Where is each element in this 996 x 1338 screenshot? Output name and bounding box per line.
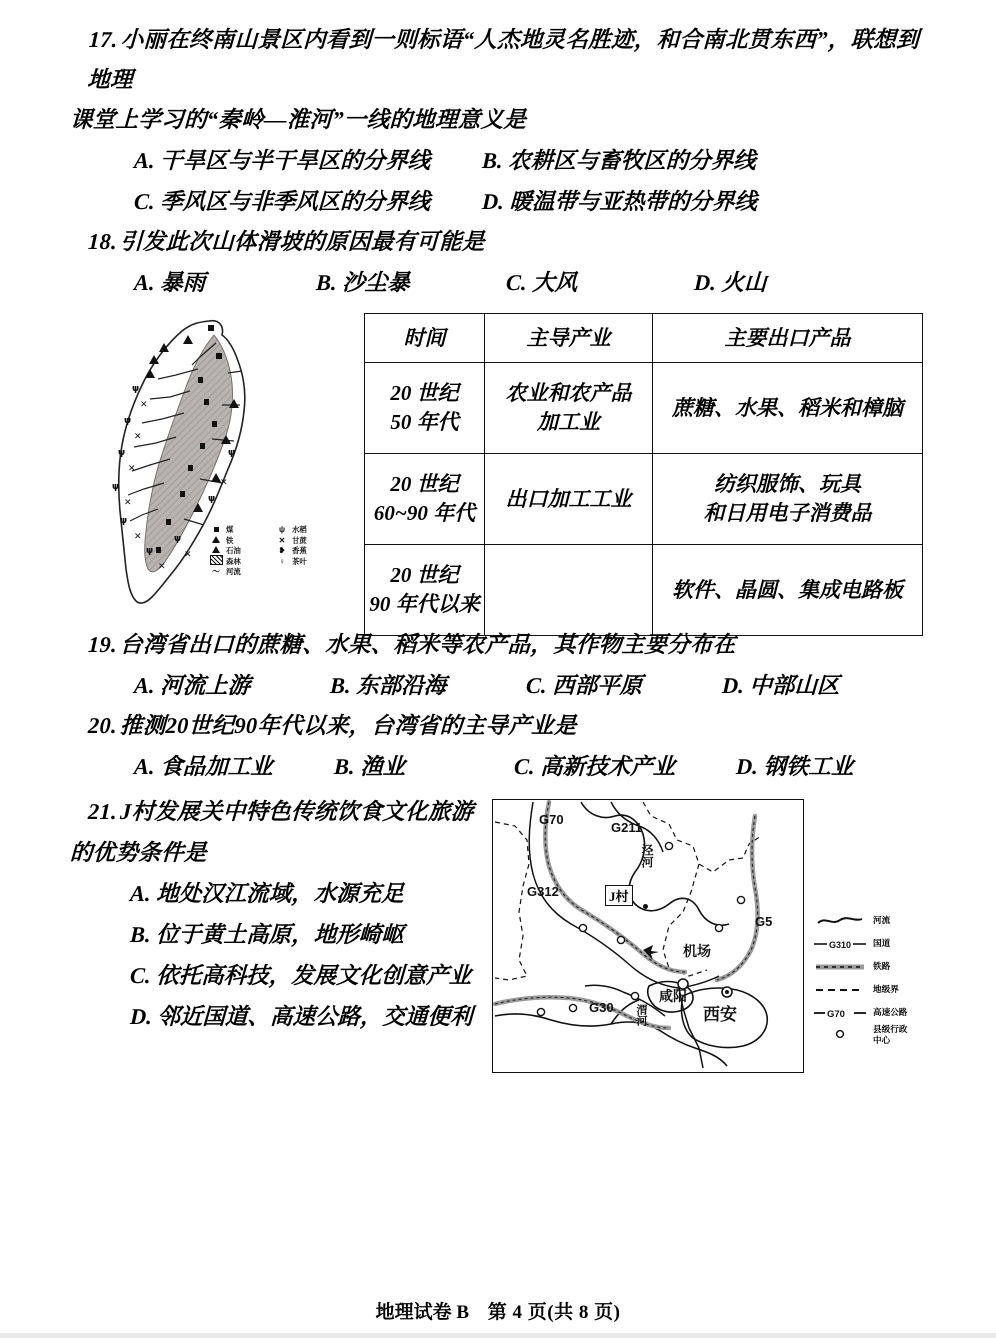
cell-time-3-l2: 90 年代以来 [369, 592, 480, 616]
cell-industry-1-l1: 农业和农产品 [505, 381, 632, 405]
jlegend-label-county-center [873, 1024, 907, 1046]
q21-number: 21. [87, 799, 118, 824]
q17-stem-line1 [87, 20, 928, 100]
q19-option-d[interactable] [721, 665, 840, 706]
sugarcane-icon: ✕ [278, 535, 286, 545]
q20-options [87, 746, 926, 787]
q20-option-d-text: 钢铁工业 [763, 754, 854, 779]
cell-time-1-l2: 50 年代 [390, 410, 459, 434]
county-center-circle-icon [814, 1024, 866, 1041]
taiwan-figure-and-table [88, 313, 926, 616]
q17-stem-text2: 课堂上学习的“秦岭—淮河”一线的地理意义是 [69, 107, 527, 132]
q21-option-a[interactable] [87, 873, 492, 914]
q20-stem [87, 706, 926, 746]
legend-label-oil: 石油 [226, 546, 241, 556]
legend-item-rice [276, 525, 342, 536]
q21-stem-text1: J村发展关中特色传统饮食文化旅游 [119, 799, 475, 824]
q20-option-b-label: B. [333, 754, 356, 779]
q19-option-a-label: A. [133, 673, 156, 698]
q17-option-c-label: C. [133, 189, 156, 214]
cell-exports-1 [653, 363, 923, 454]
q19-option-b[interactable] [329, 665, 526, 706]
q18-number: 18. [87, 229, 118, 254]
q18-option-c-text: 大风 [531, 270, 578, 295]
jcun-map-svg [493, 800, 803, 1072]
page-footer [0, 1297, 996, 1324]
rice-icon: ψ [278, 525, 286, 534]
legend-label-banana: 香蕉 [292, 546, 307, 556]
svg-text:G310: G310 [829, 939, 852, 950]
cell-time-2-l2: 60~90 年代 [373, 501, 476, 525]
q17-option-d-label: D. [481, 189, 505, 214]
q19-option-a-text: 河流上游 [159, 673, 251, 698]
map-label-g70: G70 [539, 812, 564, 827]
q18-option-c[interactable] [505, 262, 694, 303]
cell-exports-2-l2: 和日用电子消费品 [703, 501, 872, 525]
jlegend-item-county-center [814, 1024, 907, 1050]
footer-page: 第 4 页(共 8 页) [487, 1302, 621, 1323]
q18-option-a-label: A. [133, 270, 156, 295]
q17-options-row-2 [87, 181, 926, 222]
q21-option-d[interactable] [87, 996, 492, 1037]
legend-item-coal [210, 525, 276, 536]
q20-option-a-text: 食品加工业 [159, 754, 274, 779]
q21-stem-line2 [69, 832, 492, 873]
map-label-jinghe: 泾河 [640, 844, 654, 868]
q20-option-c[interactable] [513, 746, 736, 787]
q21-option-c-label: C. [129, 963, 152, 988]
svg-text:✕: ✕ [124, 498, 132, 508]
q19-option-c-label: C. [525, 673, 548, 698]
legend-label-tea: 茶叶 [292, 556, 307, 566]
railway-line-icon [814, 960, 866, 974]
legend-item-forest [210, 557, 276, 568]
q18-stem-text: 引发此次山体滑坡的原因最有可能是 [119, 229, 486, 254]
question-19 [88, 625, 926, 706]
svg-text:ψ: ψ [228, 448, 236, 458]
legend-item-river [210, 567, 276, 578]
q19-option-b-text: 东部沿海 [355, 673, 447, 698]
map-label-xian: 西安 [703, 1005, 737, 1024]
cell-industry-1 [485, 363, 653, 454]
legend-label-iron: 铁 [226, 535, 234, 545]
map-label-g312: G312 [527, 884, 559, 899]
q19-option-d-label: D. [721, 673, 745, 698]
svg-text:✕: ✕ [134, 432, 142, 442]
legend-label-coal: 煤 [226, 525, 234, 534]
q18-options [87, 262, 926, 303]
map-label-airport: 机场 [683, 945, 711, 960]
q17-option-c-text: 季风区与非季风区的分界线 [159, 189, 431, 214]
cell-industry-2-l1: 出口加工工业 [505, 486, 632, 511]
q18-option-b-text: 沙尘暴 [341, 270, 411, 295]
svg-text:ψ: ψ [120, 516, 128, 526]
taiwan-map-legend [210, 525, 350, 578]
q19-option-c-text: 西部平原 [551, 673, 643, 698]
question-18 [88, 222, 926, 303]
q17-option-b-label: B. [481, 148, 504, 173]
q17-option-a-label: A. [133, 148, 156, 173]
q18-option-a-text: 暴雨 [159, 270, 206, 295]
col-header-exports: 主要出口产品 [653, 314, 923, 363]
cell-exports-2 [653, 454, 923, 545]
svg-text:✕: ✕ [134, 532, 142, 542]
q17-stem-line2 [69, 100, 926, 140]
question-17 [69, 20, 926, 222]
cell-time-1 [365, 363, 485, 454]
svg-text:ψ: ψ [146, 546, 154, 556]
legend-item-iron [210, 536, 276, 547]
cell-industry-2 [485, 454, 653, 545]
cell-industry-3 [485, 545, 653, 636]
q20-option-b[interactable] [333, 746, 514, 787]
q21-stem-line1 [87, 791, 492, 832]
taiwan-legend-col-right [276, 525, 342, 578]
map-label-xianyang: 咸阳 [659, 990, 687, 1005]
q20-option-a[interactable] [133, 746, 334, 787]
table-row [365, 363, 923, 454]
svg-text:G70: G70 [827, 1008, 845, 1020]
q20-option-c-text: 高新技术产业 [539, 754, 676, 779]
q17-option-d[interactable] [481, 181, 757, 222]
q20-option-d[interactable] [735, 746, 854, 787]
svg-text:✕: ✕ [158, 562, 166, 572]
cell-exports-3 [653, 545, 923, 636]
q18-option-d-text: 火山 [721, 270, 767, 295]
jlegend-label-county-center-l1: 县级行政 [873, 1024, 908, 1034]
tea-icon: ♀ [279, 556, 285, 566]
q19-option-c[interactable] [525, 665, 722, 706]
q21-option-b-label: B. [129, 922, 152, 947]
footer-paper: B [456, 1302, 470, 1323]
jlegend-label-national-road: 国道 [873, 938, 891, 948]
cell-industry-1-l2: 加工业 [537, 410, 600, 434]
legend-item-tea [276, 557, 342, 568]
q17-option-d-text: 暖温带与亚热带的分界线 [509, 189, 758, 214]
jcun-map-legend [814, 909, 907, 1050]
river-wave-icon: 〜 [212, 567, 220, 577]
cell-exports-1-l1: 蔗糖、水果、稻米和樟脑 [672, 395, 903, 420]
q18-option-c-label: C. [505, 270, 528, 295]
q18-option-d[interactable] [693, 262, 767, 303]
q20-option-c-label: C. [513, 754, 536, 779]
svg-text:ψ: ψ [208, 494, 216, 504]
table-row [365, 545, 923, 636]
taiwan-legend-col-left [210, 525, 276, 578]
q19-number: 19. [87, 632, 118, 657]
question-20 [88, 706, 926, 787]
svg-text:✕: ✕ [220, 478, 228, 488]
q18-stem [87, 222, 926, 262]
jlegend-item-expressway [814, 1001, 907, 1024]
q21-option-b-text: 位于黄土高原，地形崎岖 [155, 922, 405, 947]
svg-text:✕: ✕ [128, 464, 136, 474]
legend-label-forest: 森林 [226, 556, 241, 566]
svg-text:ψ: ψ [132, 384, 140, 394]
jcun-area-map [492, 799, 944, 1080]
legend-item-sugarcane [276, 536, 342, 547]
cell-time-3 [365, 545, 485, 636]
banana-icon: ❥ [278, 546, 286, 556]
svg-text:ψ: ψ [118, 448, 126, 458]
q18-option-d-label: D. [693, 270, 717, 295]
q19-options [87, 665, 926, 706]
map-label-g211: G211 [611, 820, 643, 835]
q20-number: 20. [87, 713, 118, 738]
river-line-icon [814, 914, 866, 928]
map-label-g5: G5 [755, 914, 773, 929]
svg-text:✕: ✕ [140, 400, 148, 410]
q21-option-c[interactable] [87, 955, 492, 996]
q20-option-a-label: A. [133, 754, 156, 779]
jlegend-label-boundary: 地级界 [873, 984, 899, 994]
col-header-industry: 主导产业 [485, 314, 653, 363]
q18-option-a[interactable] [133, 262, 316, 303]
jlegend-item-national-road [814, 932, 907, 955]
q17-option-a-text: 干旱区与半干旱区的分界线 [159, 148, 431, 173]
cell-exports-2-l1: 纺织服饰、玩具 [714, 472, 861, 496]
jlegend-label-railway: 铁路 [873, 961, 891, 971]
q21-option-b[interactable] [87, 914, 492, 955]
q20-option-d-label: D. [735, 754, 759, 779]
legend-label-rice: 水稻 [292, 525, 307, 534]
economy-table [364, 313, 923, 636]
q21-option-a-text: 地处汉江流域，水源充足 [155, 881, 405, 906]
q17-option-b-text: 农耕区与畜牧区的分界线 [507, 148, 757, 173]
question-21-and-map [69, 791, 926, 1080]
bottom-divider [0, 1333, 996, 1338]
jlegend-label-river: 河流 [873, 915, 891, 925]
jcun-map-frame [492, 799, 804, 1073]
q19-stem-text: 台湾省出口的蔗糖、水果、稻米等农产品，其作物主要分布在 [119, 632, 737, 657]
q20-stem-text: 推测20世纪90年代以来，台湾省的主导产业是 [119, 713, 578, 738]
cell-exports-3-l1: 软件、晶圆、集成电路板 [672, 577, 903, 602]
legend-label-sugarcane: 甘蔗 [292, 535, 307, 545]
q21-option-d-label: D. [129, 1004, 153, 1029]
q18-option-b-label: B. [315, 270, 338, 295]
q21-stem-text2: 的优势条件是 [69, 840, 208, 865]
jlegend-item-railway [814, 955, 907, 978]
cell-time-1-l1: 20 世纪 [390, 381, 459, 405]
cell-time-2 [365, 454, 485, 545]
table-header-row [365, 314, 923, 363]
svg-text:ψ: ψ [174, 534, 182, 544]
jlegend-label-expressway: 高速公路 [873, 1007, 908, 1017]
svg-text:ψ: ψ [124, 416, 132, 426]
q17-option-c[interactable] [133, 181, 482, 222]
jcun-point-marker [643, 904, 648, 909]
q21-option-c-text: 依托高科技，发展文化创意产业 [155, 963, 472, 988]
q17-stem-text1: 小丽在终南山景区内看到一则标语“人杰地灵名胜迹，和合南北贯东西”，联想到地理 [86, 27, 920, 92]
svg-text:ψ: ψ [112, 482, 120, 492]
jlegend-label-county-center-l2: 中心 [873, 1035, 891, 1045]
jlegend-item-river [814, 909, 907, 932]
map-label-jcun: J村 [605, 885, 633, 906]
expressway-line-icon [814, 1006, 866, 1020]
q18-option-b[interactable] [315, 262, 506, 303]
q17-option-b[interactable] [481, 140, 756, 181]
legend-item-banana [276, 546, 342, 557]
q19-option-b-label: B. [329, 673, 352, 698]
question-21 [69, 791, 492, 1037]
q17-options-row-1 [87, 140, 926, 181]
q19-option-d-text: 中部山区 [749, 673, 840, 698]
boundary-line-icon [814, 983, 866, 997]
q21-option-a-label: A. [129, 881, 152, 906]
map-label-g30: G30 [589, 1000, 614, 1015]
q17-option-a[interactable] [133, 140, 482, 181]
cell-time-2-l1: 20 世纪 [390, 472, 459, 496]
footer-subject: 地理试卷 [375, 1302, 452, 1323]
iron-triangle-icon [210, 536, 222, 547]
national-road-line-icon [814, 937, 866, 951]
legend-label-river: 河流 [226, 567, 241, 577]
q20-option-b-text: 渔业 [359, 754, 406, 779]
map-label-weihe: 渭河 [635, 1004, 647, 1026]
svg-text:✕: ✕ [184, 550, 192, 560]
coal-square-icon [210, 525, 222, 536]
table-row [365, 454, 923, 545]
taiwan-resource-map [88, 313, 356, 613]
q19-option-a[interactable] [133, 665, 330, 706]
jlegend-item-boundary [814, 978, 907, 1001]
q17-number: 17. [88, 27, 119, 52]
q19-stem [87, 625, 926, 665]
col-header-time: 时间 [365, 314, 485, 363]
q21-option-d-text: 邻近国道、高速公路，交通便利 [157, 1004, 473, 1029]
cell-time-3-l1: 20 世纪 [390, 563, 459, 587]
